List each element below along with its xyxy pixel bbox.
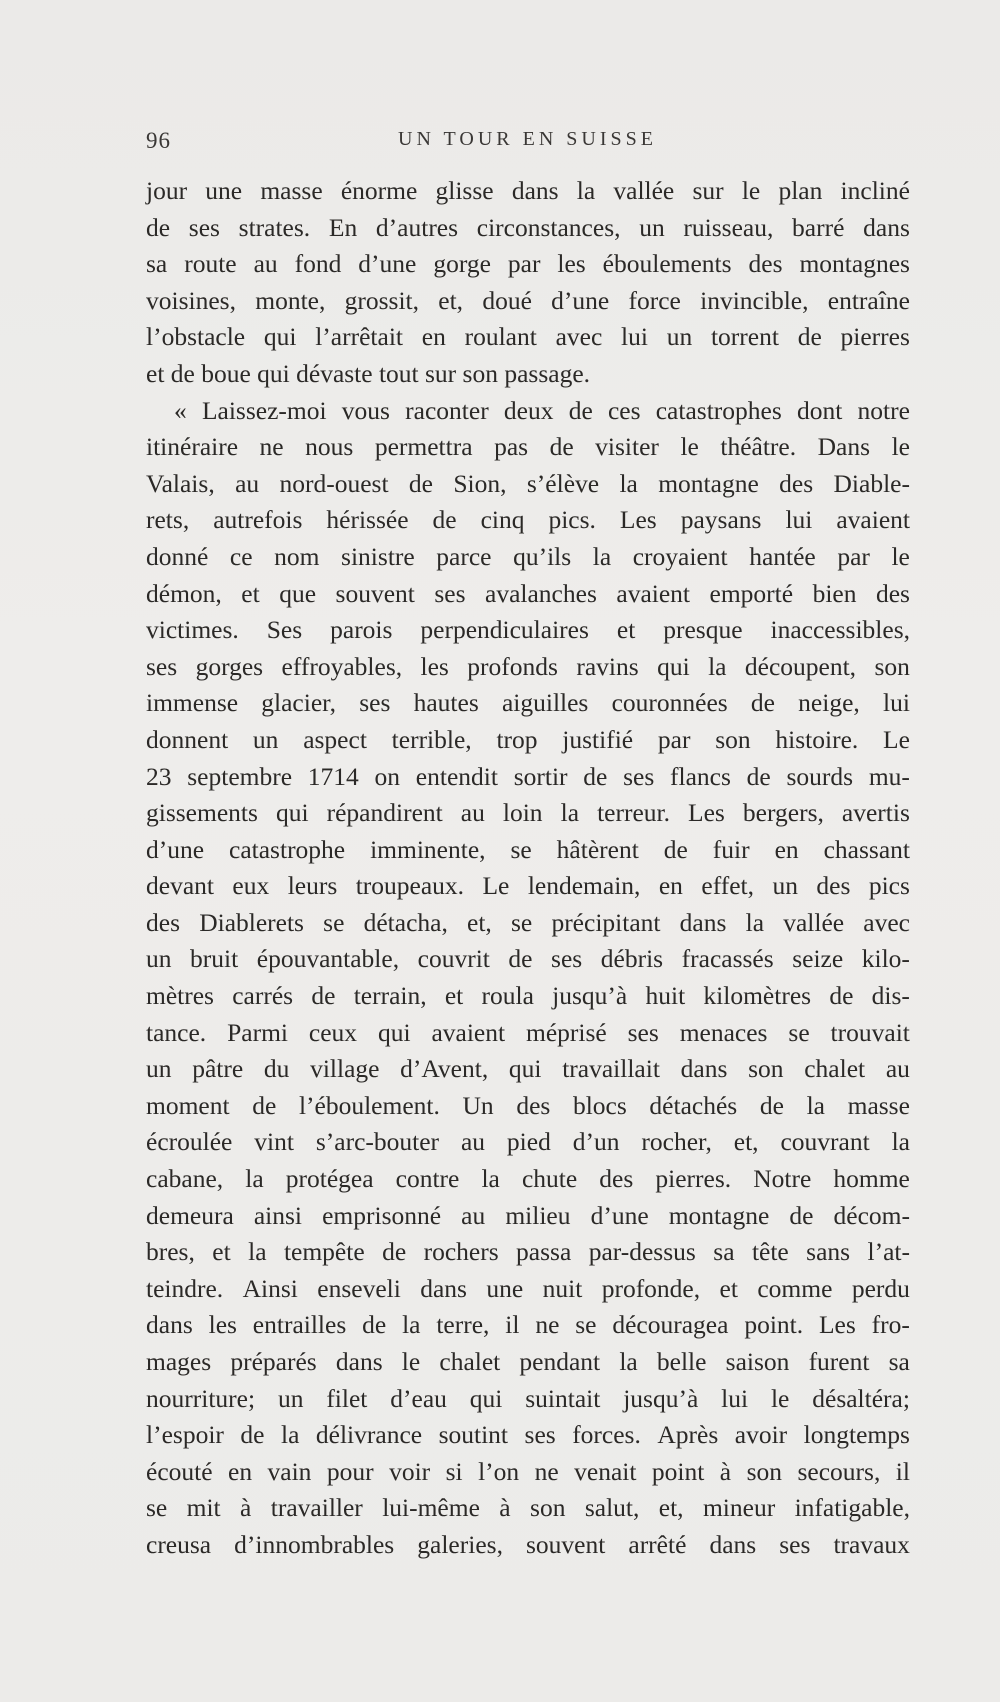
text-line: gissements qui répandirent au loin la terreur. Les bergers, avertis [146,798,910,828]
text-line: nourriture; un filet d’eau qui suintait jusqu’à lui le désaltéra; [146,1383,910,1413]
text-line: et de boue qui dévaste tout sur son passage. [146,358,591,388]
text-line: creusa d’innombrables galeries, souvent arrêté dans ses travaux [146,1529,910,1559]
running-title: UN TOUR EN SUISSE [398,128,657,150]
text-line: donné ce nom sinistre parce qu’ils la croyaient hantée par le [146,541,910,571]
text-line: victimes. Ses parois perpendiculaires et presque inaccessibles, [146,615,910,645]
text-line: itinéraire ne nous permettra pas de visiter le théâtre. Dans le [146,432,910,462]
text-line: sa route au fond d’une gorge par les éboulements des montagnes [146,249,910,279]
text-line: bres, et la tempête de rochers passa par-dessus sa tête sans l’at- [146,1237,910,1267]
text-line: demeura ainsi emprisonné au milieu d’une montagne de décom- [146,1200,910,1230]
text-line: dans les entrailles de la terre, il ne se découragea point. Les fro- [146,1310,910,1340]
text-line: rets, autrefois hérissée de cinq pics. Les paysans lui avaient [146,505,910,535]
text-line: jour une masse énorme glisse dans la vallée sur le plan incliné [146,176,910,205]
text-line: l’obstacle qui l’arrêtait en roulant avec lui un torrent de pierres [146,322,910,352]
text-line: tance. Parmi ceux qui avaient méprisé ses menaces se trouvait [146,1017,910,1047]
text-line: écroulée vint s’arc-bouter au pied d’un rocher, et, couvrant la [146,1127,910,1157]
text-line: un bruit épouvantable, couvrit de ses débris fracassés seize kilo- [146,944,910,974]
text-line: se mit à travailler lui-même à son salut, et, mineur infatigable, [146,1493,910,1523]
text-line: mages préparés dans le chalet pendant la belle saison furent sa [146,1347,910,1376]
text-line: un pâtre du village d’Avent, qui travaillait dans son chalet au [146,1054,910,1084]
text-line: moment de l’éboulement. Un des blocs détachés de la masse [146,1090,910,1120]
text-line: mètres carrés de terrain, et roula jusqu’à huit kilomètres de dis- [146,981,910,1011]
body-text [146,173,910,1564]
text-line: d’une catastrophe imminente, se hâtèrent de fuir en chassant [146,834,910,864]
text-line: 23 septembre 1714 on entendit sortir de ses flancs de sourds mu- [146,761,910,791]
text-line: « Laissez-moi vous raconter deux de ces catastrophes dont notre [174,395,910,425]
text-line: cabane, la protégea contre la chute des pierres. Notre homme [146,1164,910,1194]
page-header [146,128,906,158]
text-line: de ses strates. En d’autres circonstances, un ruisseau, barré dans [146,212,910,242]
text-line: écouté en vain pour voir si l’on ne venait point à son secours, il [146,1456,910,1486]
text-line: devant eux leurs troupeaux. Le lendemain, en effet, un des pics [146,871,910,901]
text-line: l’espoir de la délivrance soutint ses forces. Après avoir longtemps [146,1420,910,1450]
text-line: donnent un aspect terrible, trop justifié par son histoire. Le [146,724,910,754]
text-line: teindre. Ainsi enseveli dans une nuit profonde, et comme perdu [146,1273,910,1303]
text-line: voisines, monte, grossit, et, doué d’une force invincible, entraîne [146,285,910,315]
text-line: Valais, au nord-ouest de Sion, s’élève la montagne des Diable- [146,468,910,498]
text-line: des Diablerets se détacha, et, se précipitant dans la vallée avec [146,907,910,937]
text-line: ses gorges effroyables, les profonds ravins qui la découpent, son [146,651,910,681]
text-line: démon, et que souvent ses avalanches avaient emporté bien des [146,578,910,608]
text-line: immense glacier, ses hautes aiguilles couronnées de neige, lui [146,688,910,718]
page-number: 96 [146,128,171,153]
